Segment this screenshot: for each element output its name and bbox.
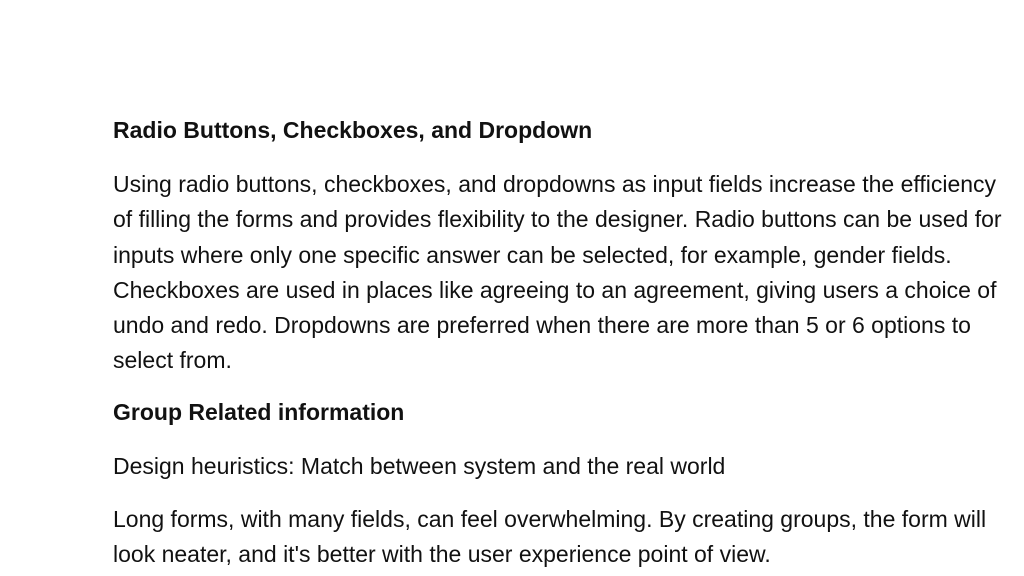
section-paragraph-group-related-information: Long forms, with many fields, can feel overwhelming. By creating groups, the form will look neater, and it's better with the user experience point of view.: [113, 506, 987, 568]
design-heuristics-line: Design heuristics: Match between system and the real world: [113, 452, 726, 479]
section-heading-group-related-information: Group Related information: [113, 398, 405, 425]
section-paragraph-radio-checkbox-dropdown: Using radio buttons, checkboxes, and dropdowns as input fields increase the efficiency of filling the forms and provides flexibility to the designer. Radio buttons can be used for inputs where only one specific answer can be selected, for example, gender fields. Checkboxes are used in places like agreeing to an agreement, giving users a choice of undo and redo. Dropdowns are preferred when there are more than 5 or 6 options to select from.: [113, 171, 1002, 374]
document-body: [113, 115, 1018, 576]
section-heading-radio-checkbox-dropdown: Radio Buttons, Checkboxes, and Dropdown: [113, 117, 593, 143]
